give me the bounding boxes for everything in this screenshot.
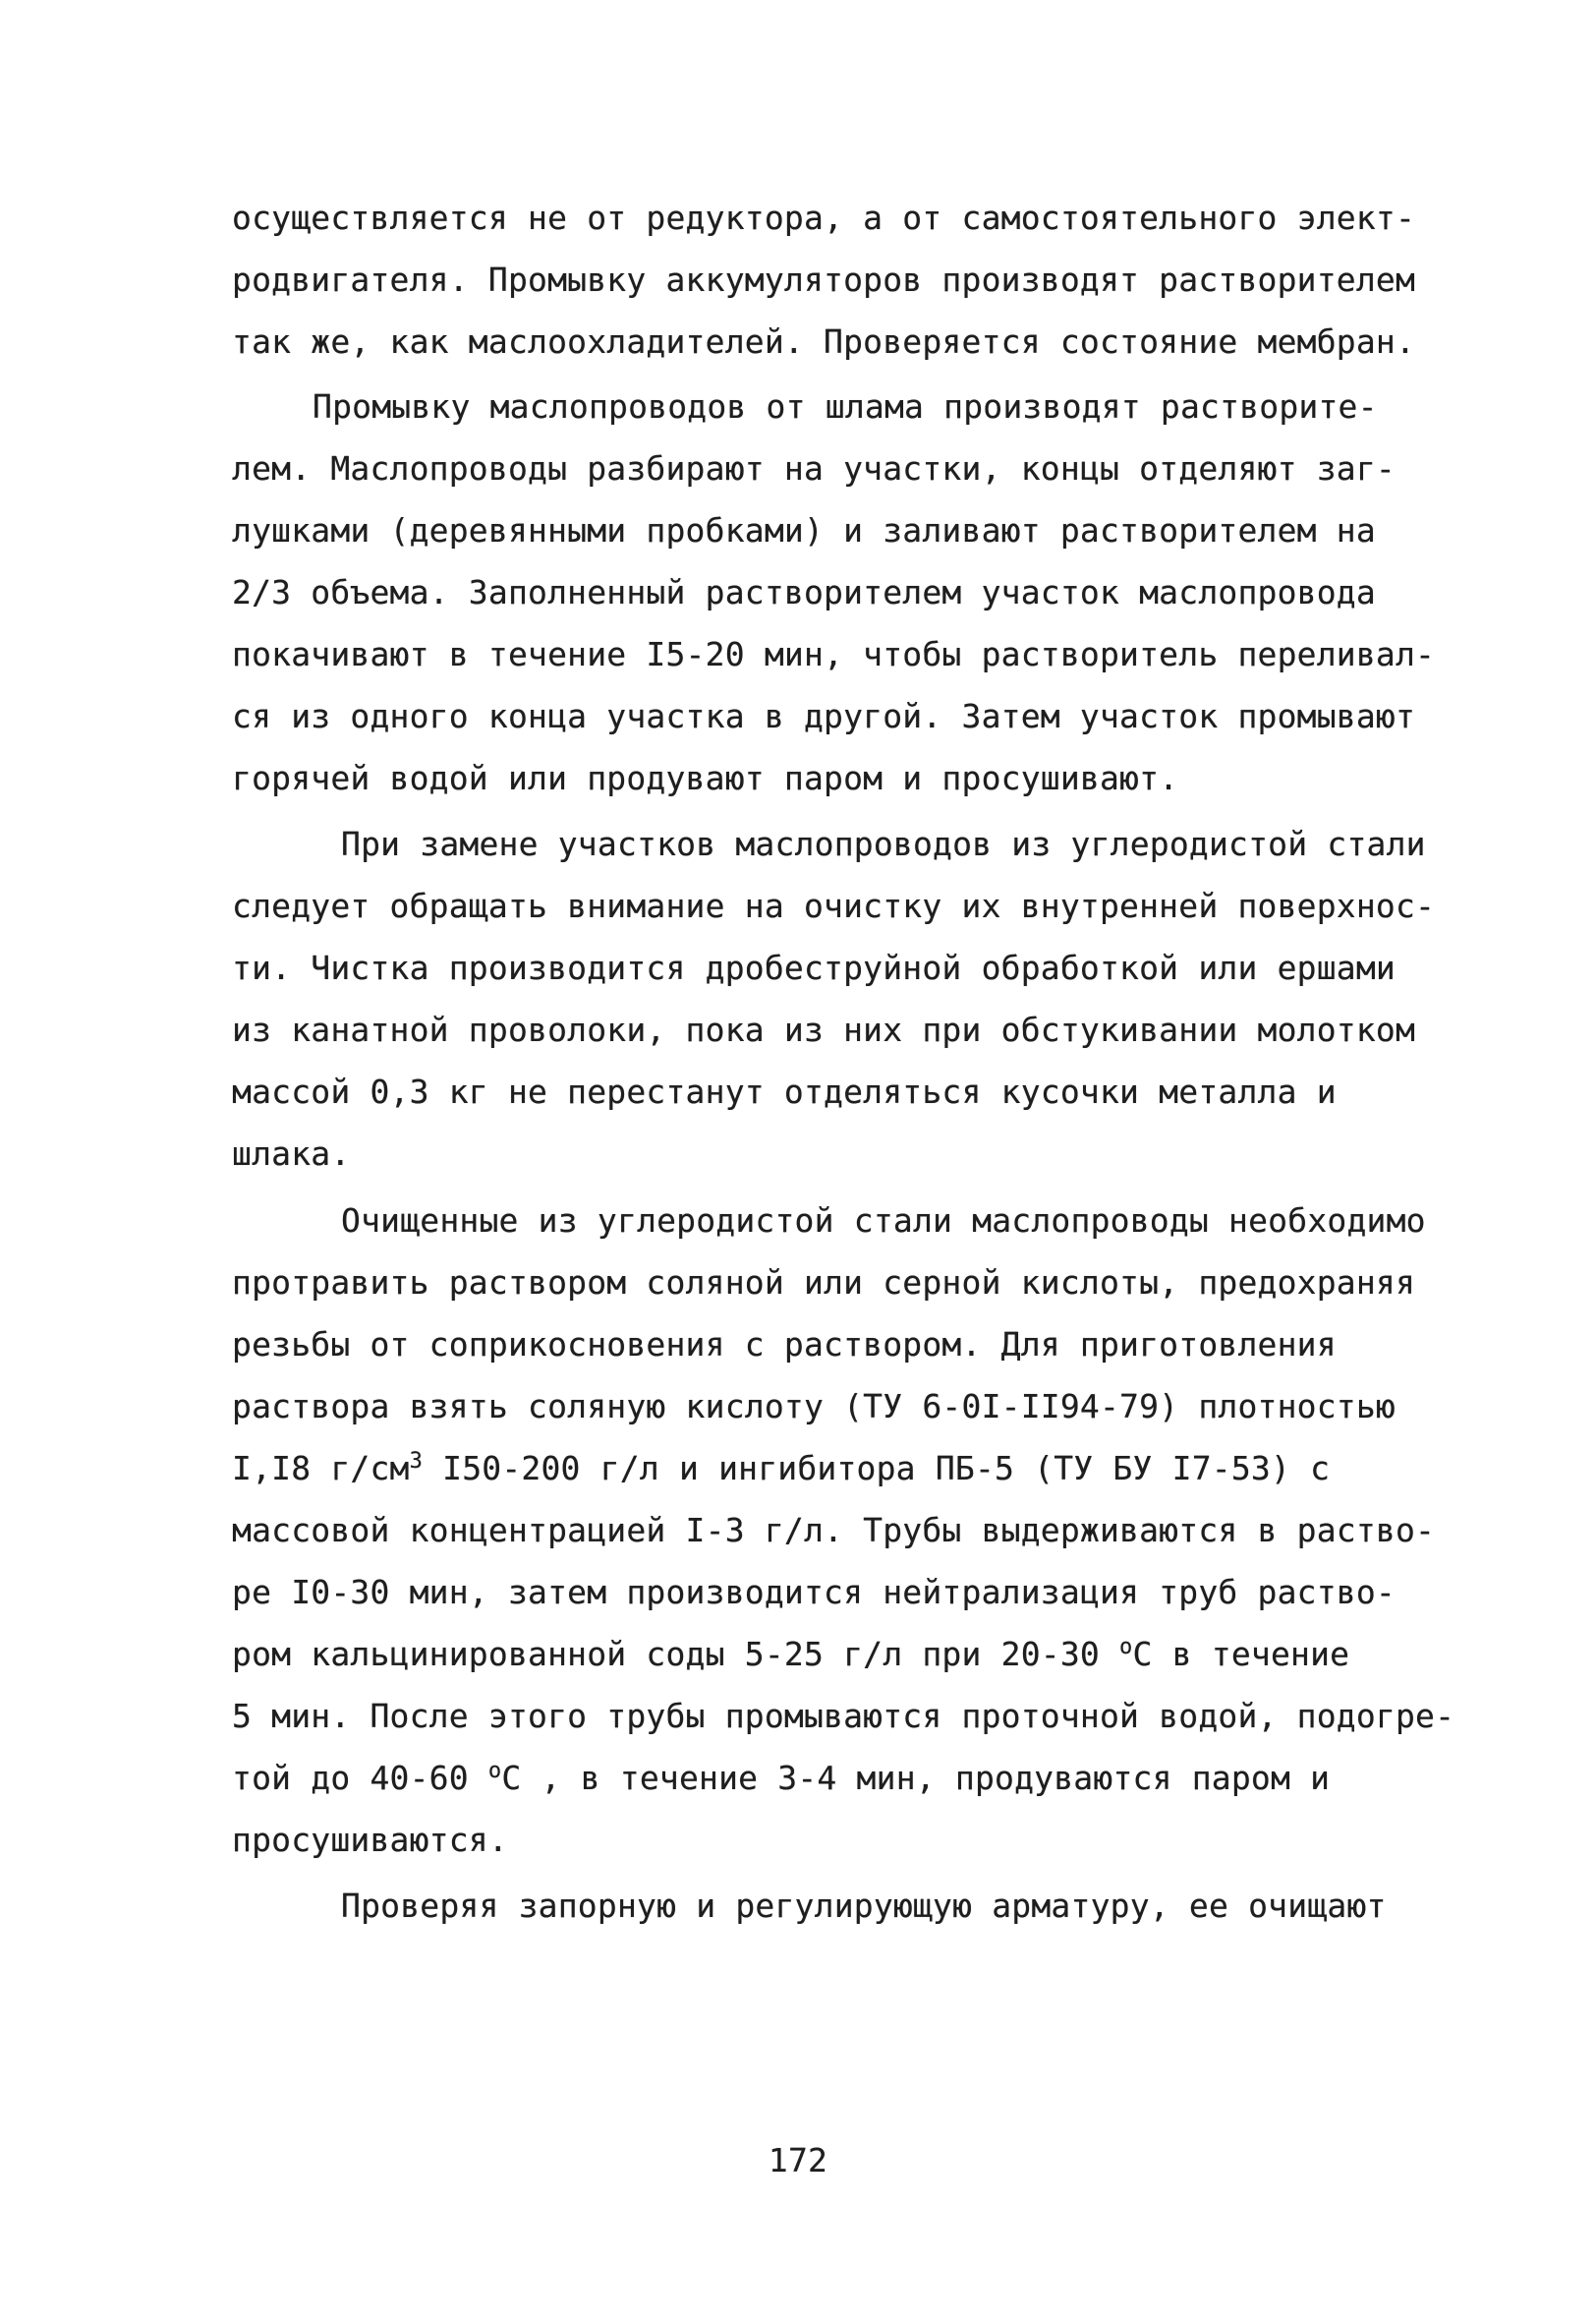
text-line: [232, 1633, 1349, 1676]
text-line: покачивают в течение I5-20 мин, чтобы растворитель переливал-: [232, 635, 1436, 673]
text-line: 2/3 объема. Заполненный растворителем участок маслопровода: [232, 573, 1376, 611]
line-fragment: ром кальцинированной соды 5-25 г/л при 20-30: [232, 1635, 1120, 1673]
text-line: массовой концентрацией I-3 г/л. Трубы выдерживаются в раство-: [232, 1511, 1436, 1549]
text-line: осуществляется не от редуктора, а от самостоятельного элект-: [232, 199, 1416, 237]
line-fragment: С в течение: [1132, 1635, 1350, 1673]
text-line: Промывку маслопроводов от шлама производят растворите-: [313, 387, 1378, 426]
line-fragment: С , в течение 3-4 мин, продуваются паром и: [501, 1759, 1331, 1797]
text-line: так же, как маслоохладителей. Проверяется состояние мембран.: [232, 322, 1416, 361]
text-line: ти. Чистка производится дробеструйной обработкой или ершами: [232, 949, 1396, 987]
text-line: лем. Маслопроводы разбирают на участки, концы отделяют заг-: [232, 449, 1396, 488]
text-line: 5 мин. После этого трубы промываются проточной водой, подогре-: [232, 1697, 1455, 1735]
text-line: массой 0,3 кг не перестанут отделяться кусочки металла и: [232, 1073, 1337, 1111]
text-line: следует обращать внимание на очистку их внутренней поверхнос-: [232, 887, 1436, 925]
text-line: протравить раствором соляной или серной кислоты, предохраняя: [232, 1263, 1416, 1302]
text-line: родвигателя. Промывку аккумуляторов производят растворителем: [232, 261, 1416, 299]
superscript-3: 3: [409, 1449, 424, 1474]
text-line: Очищенные из углеродистой стали маслопроводы необходимо: [341, 1201, 1426, 1240]
text-line: При замене участков маслопроводов из углеродистой стали: [341, 825, 1426, 863]
page-number: 172: [768, 2141, 828, 2179]
text-line: [232, 1757, 1330, 1800]
text-line: шлака.: [232, 1134, 351, 1173]
text-line: раствора взять соляную кислоту (ТУ 6-0I-II94-79) плотностью: [232, 1387, 1396, 1425]
line-fragment: I50-200 г/л и ингибитора ПБ-5 (ТУ БУ I7-53) с: [423, 1449, 1331, 1487]
text-line: ся из одного конца участка в другой. Затем участок промывают: [232, 697, 1416, 735]
text-line: просушиваются.: [232, 1821, 508, 1859]
line-fragment: I,I8 г/см: [232, 1449, 410, 1487]
text-line: лушками (деревянными пробками) и заливают растворителем на: [232, 511, 1376, 550]
text-line: из канатной проволоки, пока из них при обстукивании молотком: [232, 1011, 1416, 1049]
text-line: ре I0-30 мин, затем производится нейтрализация труб раство-: [232, 1573, 1396, 1611]
text-line: горячей водой или продувают паром и просушивают.: [232, 759, 1179, 797]
degree-sign: о: [1119, 1635, 1133, 1659]
text-line: Проверяя запорную и регулирующую арматуру, ее очищают: [341, 1887, 1387, 1925]
degree-sign: о: [487, 1759, 502, 1783]
text-line: резьбы от соприкосновения с раствором. Для приготовления: [232, 1325, 1337, 1364]
line-fragment: той до 40-60: [232, 1759, 488, 1797]
text-line: [232, 1447, 1330, 1490]
